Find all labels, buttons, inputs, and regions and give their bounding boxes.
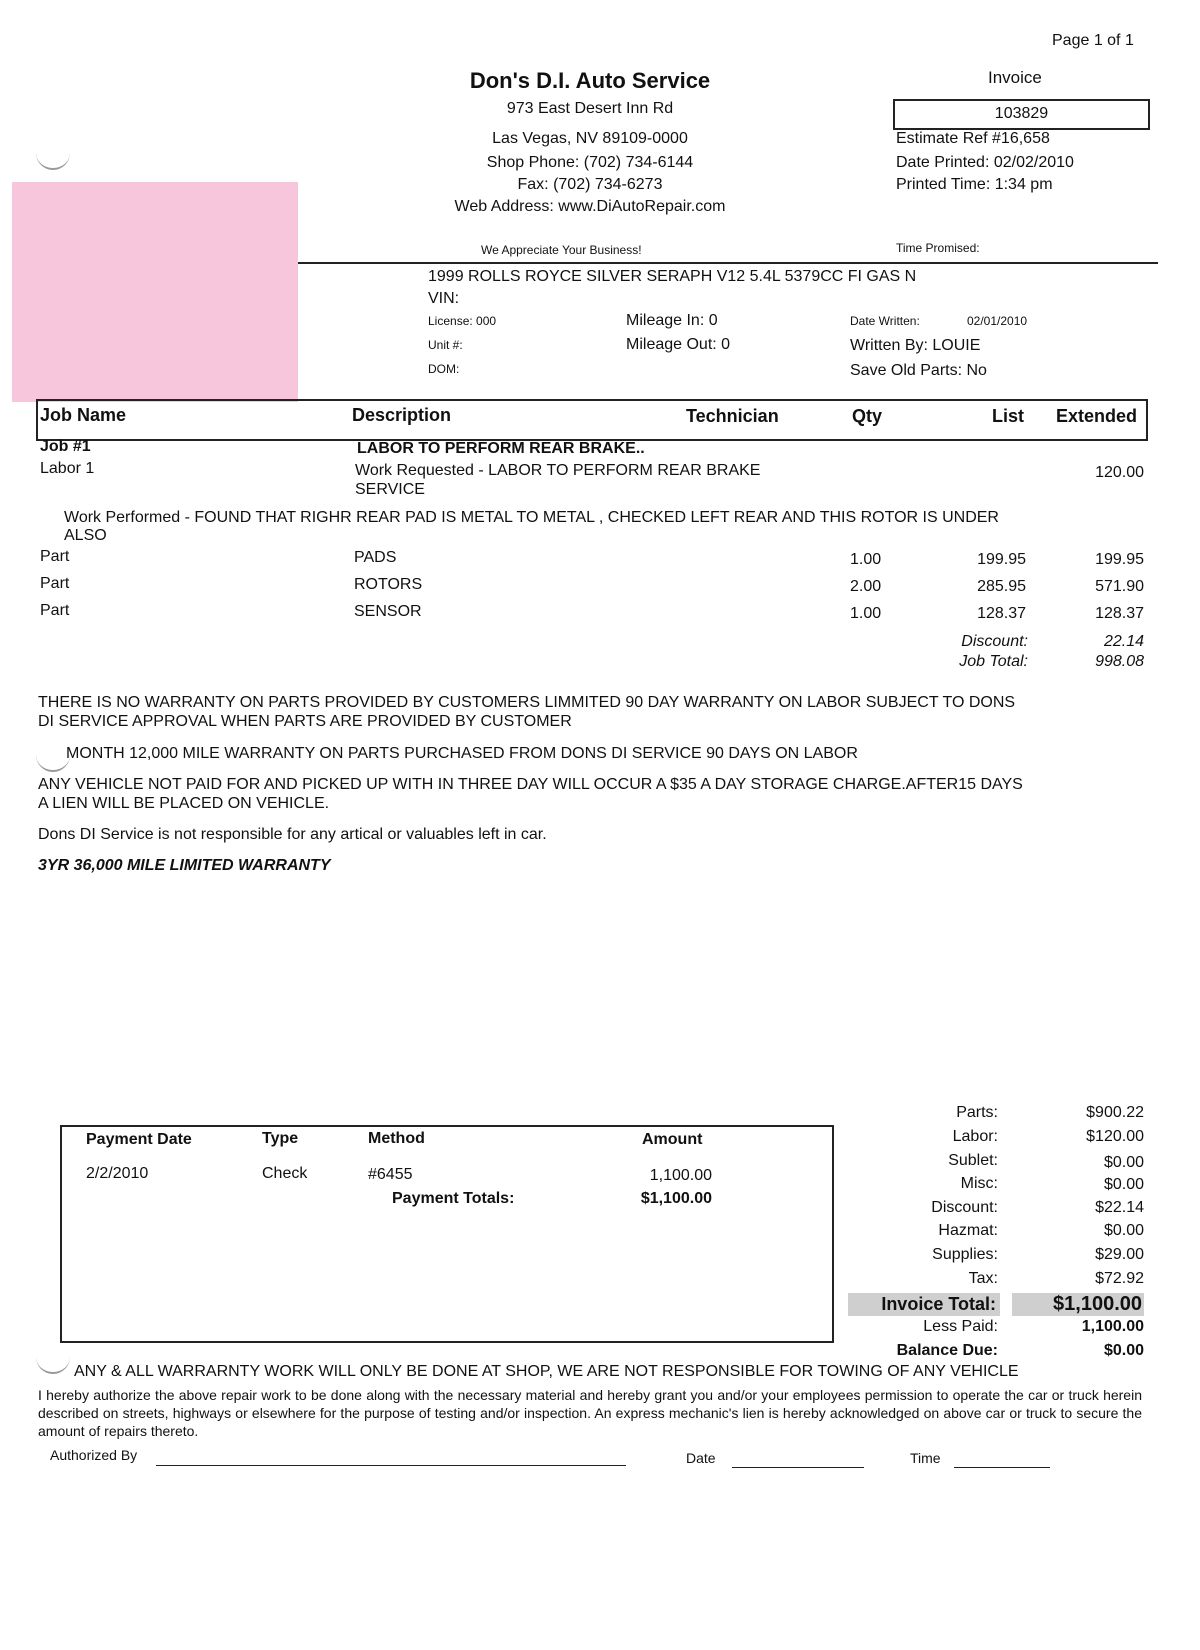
balance-due-label: Balance Due:	[896, 1342, 998, 1359]
responsibility-note: Dons DI Service is not responsible for any artical or valuables left in car.	[38, 826, 547, 843]
header-divider	[298, 262, 1158, 264]
summary-label: Parts:	[956, 1104, 998, 1121]
part-ext: 128.37	[1095, 605, 1144, 622]
col-job-name: Job Name	[40, 405, 127, 425]
time-promised-label: Time Promised:	[896, 241, 980, 255]
payment-totals-label: Payment Totals:	[392, 1190, 515, 1207]
shop-address: 973 East Desert Inn Rd	[506, 100, 674, 117]
summary-label: Discount:	[931, 1199, 998, 1216]
summary-label: Misc:	[960, 1175, 998, 1192]
summary-value: $0.00	[1103, 1222, 1144, 1239]
authorization-text: I hereby authorize the above repair work to be done along with the necessary material and hereby grant you and/or your employees permission to operate the car or truck herein described on streets, highways or elsewhere for the purpose of testing and/or inspection. An express mechanic's lien is hereby acknowledged on above car or truck to secure the amount of repairs thereto.	[38, 1387, 1142, 1439]
part-list: 199.95	[977, 551, 1026, 568]
estimate-ref: Estimate Ref #16,658	[896, 130, 1050, 147]
warranty-note-1: THERE IS NO WARRANTY ON PARTS PROVIDED BY CUSTOMERS LIMMITED 90 DAY WARRANTY ON LABOR SUBJECT TO DONS	[38, 694, 1016, 711]
time-line[interactable]	[954, 1467, 1050, 1468]
shop-city: Las Vegas, NV 89109-0000	[492, 130, 688, 147]
job-name: LABOR TO PERFORM REAR BRAKE..	[357, 440, 645, 457]
time-label: Time	[910, 1450, 941, 1466]
slogan: We Appreciate Your Business!	[481, 243, 642, 257]
shop-warranty-note: ANY & ALL WARRARNTY WORK WILL ONLY BE DONE AT SHOP, WE ARE NOT RESPONSIBLE FOR TOWING OF ANY VEHICLE	[74, 1363, 1019, 1380]
job-total-label: Job Total:	[959, 653, 1028, 670]
authorized-by-line[interactable]	[156, 1465, 626, 1466]
page-number: Page 1 of 1	[1052, 32, 1134, 49]
pay-type: Check	[262, 1165, 308, 1182]
part-desc: SENSOR	[354, 603, 422, 620]
invoice-number-box	[893, 99, 1150, 130]
pay-col-amount: Amount	[642, 1131, 703, 1148]
invoice-label: Invoice	[988, 68, 1042, 87]
col-extended: Extended	[1056, 406, 1138, 426]
summary-label: Hazmat:	[938, 1222, 998, 1239]
summary-value: $22.14	[1095, 1199, 1144, 1216]
pay-amount: 1,100.00	[649, 1167, 712, 1184]
less-paid: 1,100.00	[1081, 1318, 1144, 1335]
col-qty: Qty	[852, 406, 883, 426]
vehicle-description: 1999 ROLLS ROYCE SILVER SERAPH V12 5.4L 5379CC FI GAS N	[428, 268, 917, 285]
hole-punch-mark	[36, 752, 70, 772]
summary-value: $900.22	[1086, 1104, 1144, 1121]
col-list: List	[992, 406, 1025, 426]
invoice-number: 103829	[994, 105, 1049, 122]
summary-label: Labor:	[952, 1128, 998, 1145]
summary-label: Supplies:	[932, 1246, 998, 1263]
col-description: Description	[352, 405, 452, 425]
storage-note-cont: A LIEN WILL BE PLACED ON VEHICLE.	[38, 795, 330, 812]
date-written: 02/01/2010	[967, 314, 1028, 328]
payment-totals: $1,100.00	[640, 1190, 712, 1207]
limited-warranty: 3YR 36,000 MILE LIMITED WARRANTY	[38, 857, 331, 874]
labor-amount: 120.00	[1095, 464, 1144, 481]
dom: DOM:	[428, 362, 460, 376]
pay-col-method: Method	[368, 1130, 425, 1147]
summary-value: $29.00	[1095, 1246, 1144, 1263]
summary-value: $0.00	[1103, 1154, 1144, 1171]
vin-label: VIN:	[428, 290, 460, 307]
shop-phone: Shop Phone: (702) 734-6144	[486, 154, 694, 171]
job-discount-label: Discount:	[961, 633, 1028, 650]
part-list: 285.95	[977, 578, 1026, 595]
job-total: 998.08	[1095, 653, 1144, 670]
part-type: Part	[40, 602, 70, 619]
part-ext: 571.90	[1095, 578, 1144, 595]
job-table-header	[36, 399, 1148, 441]
part-qty: 1.00	[850, 605, 882, 622]
work-performed-cont: ALSO	[64, 527, 107, 544]
part-type: Part	[40, 548, 70, 565]
warranty-note-2: MONTH 12,000 MILE WARRANTY ON PARTS PURCHASED FROM DONS DI SERVICE 90 DAYS ON LABOR	[66, 745, 858, 762]
unit-number: Unit #:	[428, 338, 463, 352]
part-ext: 199.95	[1095, 551, 1144, 568]
pay-date: 2/2/2010	[86, 1165, 149, 1182]
part-qty: 1.00	[850, 551, 882, 568]
balance-due: $0.00	[1103, 1342, 1144, 1359]
summary-value: $72.92	[1095, 1270, 1144, 1287]
work-requested-cont: SERVICE	[355, 481, 425, 498]
shop-name: Don's D.I. Auto Service	[469, 68, 711, 93]
part-type: Part	[40, 575, 70, 592]
date-printed: Date Printed: 02/02/2010	[896, 154, 1074, 171]
pay-col-date: Payment Date	[86, 1131, 192, 1148]
date-label: Date	[686, 1450, 716, 1466]
invoice-total: $1,100.00	[1053, 1293, 1142, 1315]
warranty-note-1-cont: DI SERVICE APPROVAL WHEN PARTS ARE PROVIDED BY CUSTOMER	[38, 713, 572, 730]
authorized-by-label: Authorized By	[50, 1447, 138, 1463]
less-paid-label: Less Paid:	[923, 1318, 998, 1335]
col-technician: Technician	[686, 406, 779, 426]
part-list: 128.37	[977, 605, 1026, 622]
part-qty: 2.00	[850, 578, 882, 595]
shop-fax: Fax: (702) 734-6273	[517, 176, 663, 193]
job-title: Job #1	[40, 438, 91, 455]
pay-col-type: Type	[262, 1130, 299, 1147]
shop-web: Web Address: www.DiAutoRepair.com	[454, 198, 726, 215]
work-performed: Work Performed - FOUND THAT RIGHR REAR PAD IS METAL TO METAL , CHECKED LEFT REAR AND THIS ROTOR IS UNDER	[64, 509, 999, 526]
hole-punch-mark	[36, 1354, 70, 1374]
storage-note: ANY VEHICLE NOT PAID FOR AND PICKED UP WITH IN THREE DAY WILL OCCUR A $35 A DAY STORAGE CHARGE.AFTER15 DAYS	[38, 776, 1023, 793]
payment-box	[60, 1125, 834, 1343]
printed-time: Printed Time: 1:34 pm	[896, 176, 1053, 193]
pay-method: #6455	[368, 1166, 413, 1183]
labor-label: Labor 1	[40, 460, 95, 477]
work-requested: Work Requested - LABOR TO PERFORM REAR BRAKE	[355, 462, 761, 479]
invoice-total-label: Invoice Total:	[881, 1294, 996, 1314]
summary-label: Tax:	[968, 1270, 998, 1287]
part-desc: PADS	[354, 549, 397, 566]
written-by: Written By: LOUIE	[850, 337, 981, 354]
date-line[interactable]	[732, 1467, 864, 1468]
date-written-label: Date Written:	[850, 314, 920, 328]
pink-sticky-note	[12, 182, 298, 402]
job-discount: 22.14	[1103, 633, 1144, 650]
save-old-parts: Save Old Parts: No	[850, 362, 987, 379]
summary-value: $0.00	[1103, 1176, 1144, 1193]
summary-value: $120.00	[1086, 1128, 1144, 1145]
summary-label: Sublet:	[948, 1152, 998, 1169]
part-desc: ROTORS	[354, 576, 423, 593]
hole-punch-mark	[36, 150, 70, 170]
mileage-in: Mileage In: 0	[626, 312, 718, 329]
mileage-out: Mileage Out: 0	[626, 336, 731, 353]
license: License: 000	[428, 314, 497, 328]
